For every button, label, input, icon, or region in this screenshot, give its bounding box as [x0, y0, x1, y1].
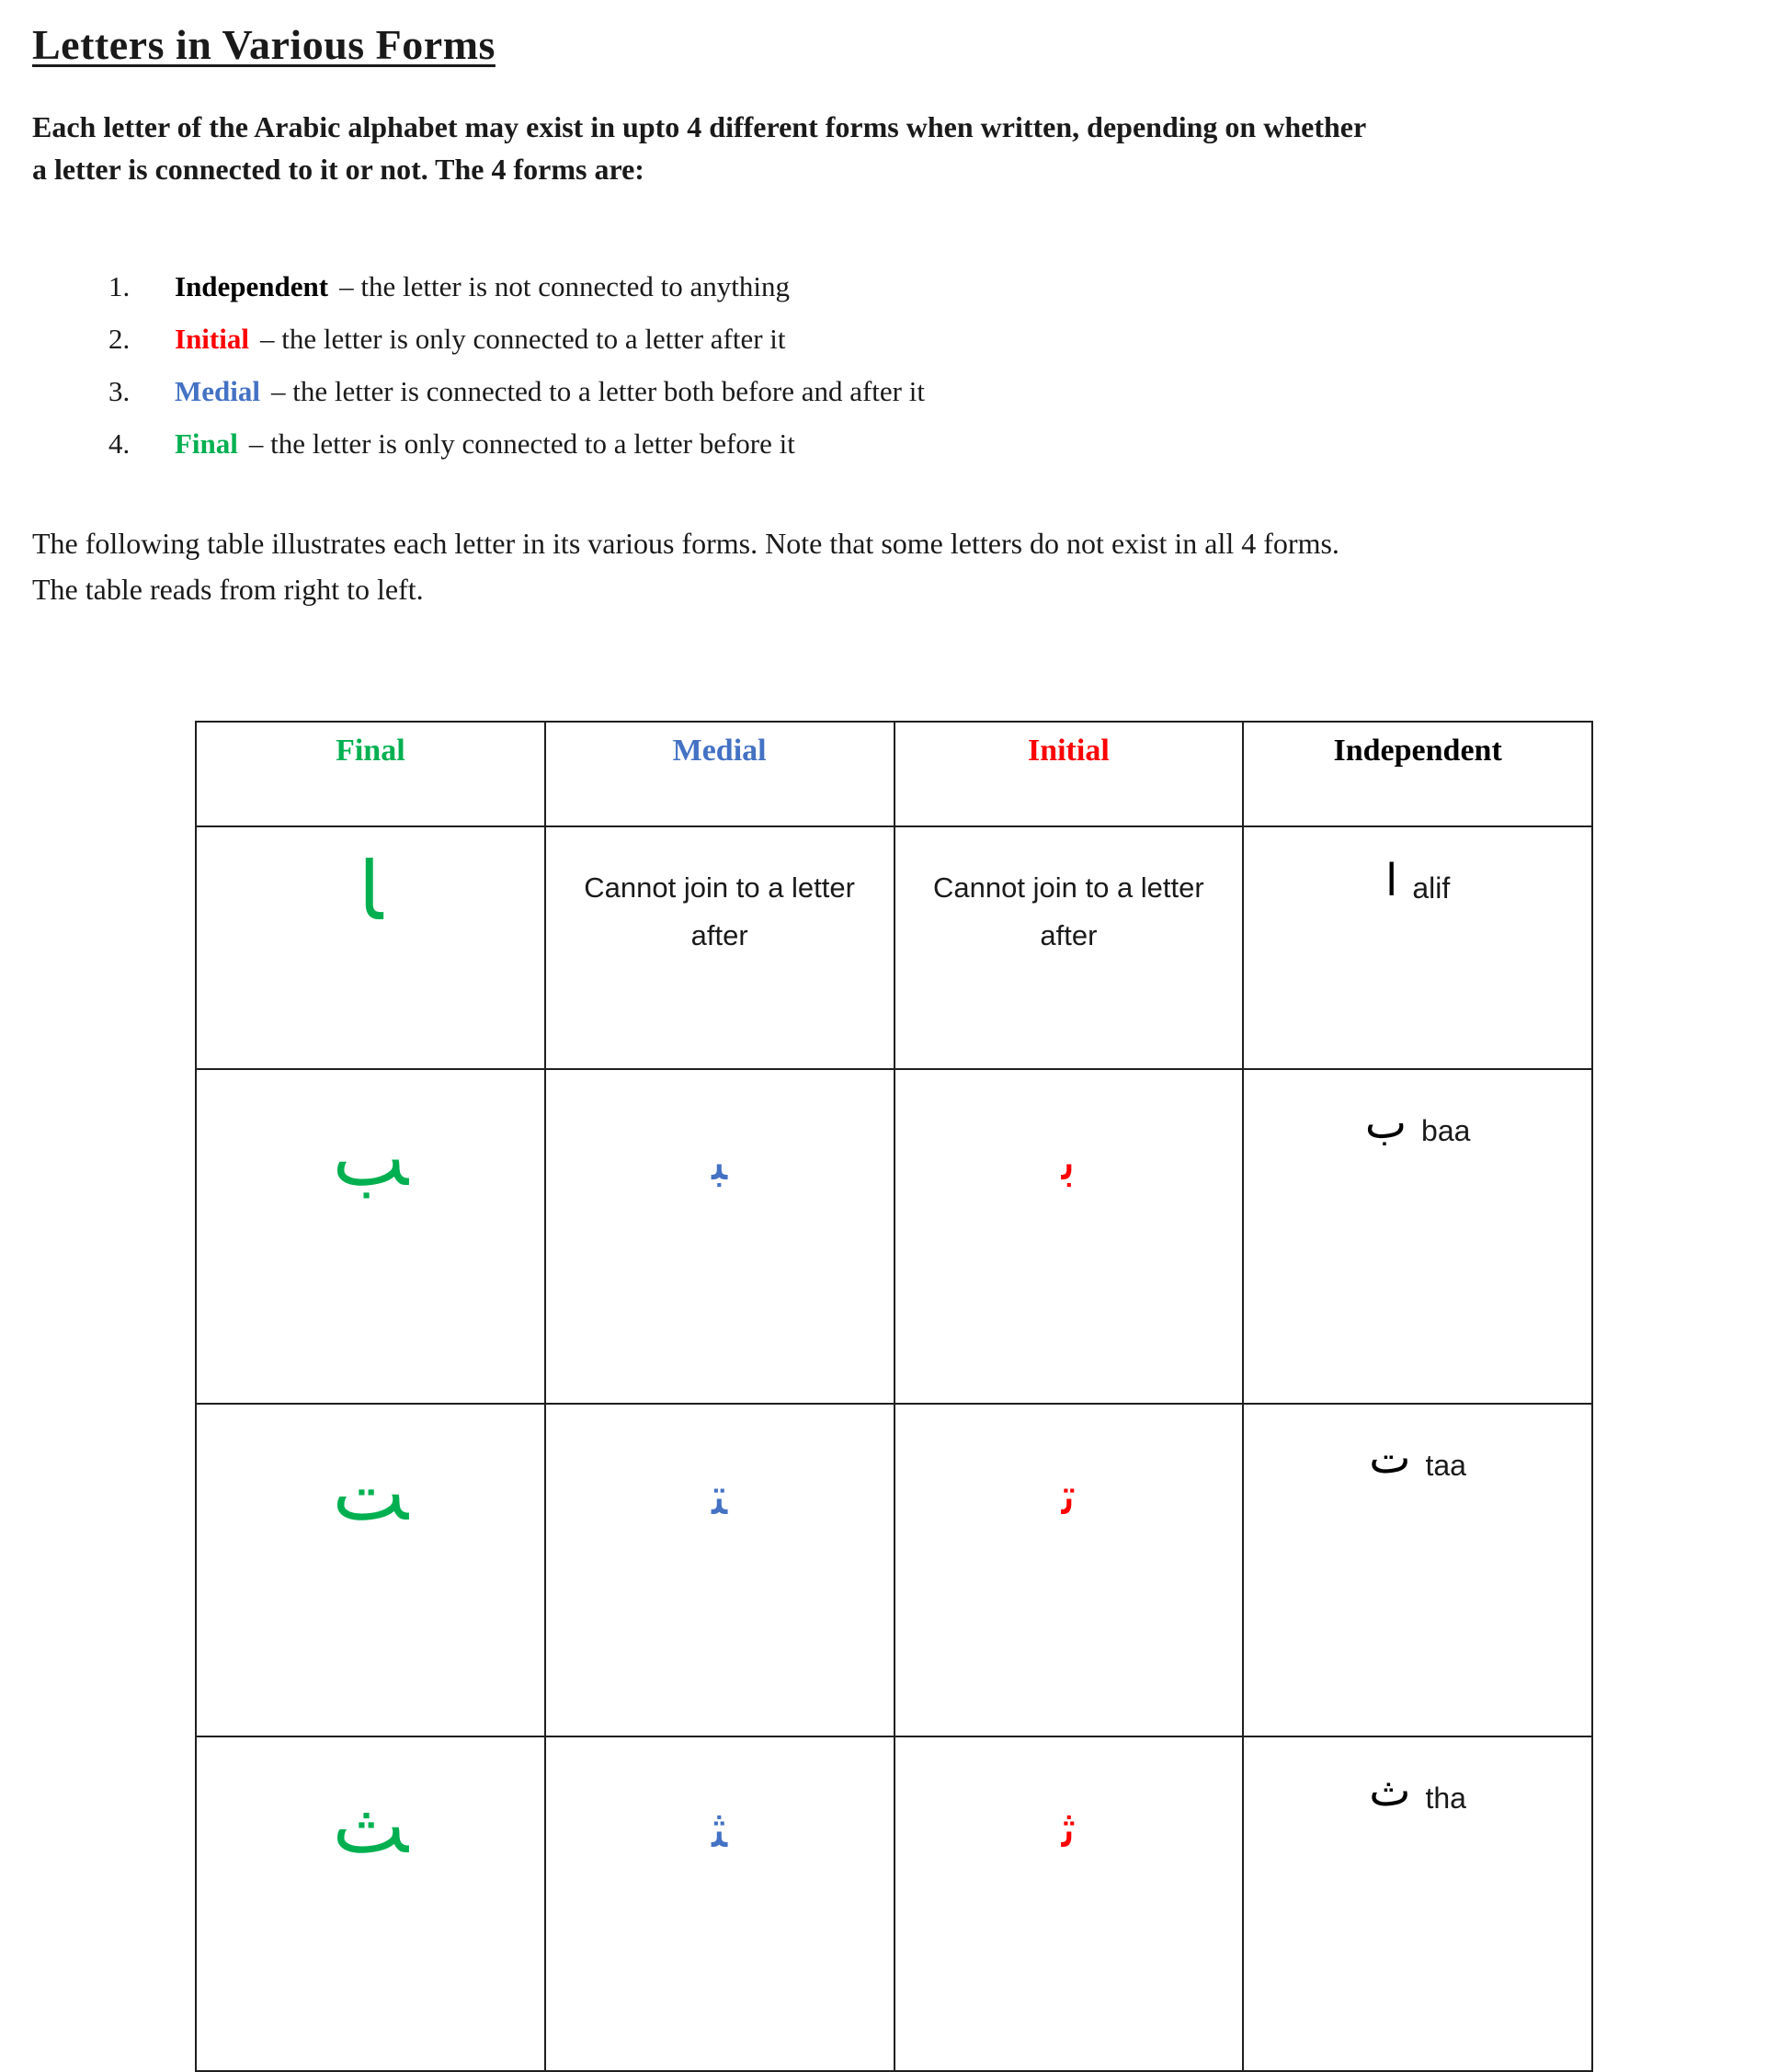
alif-name-label: alif [1412, 871, 1451, 905]
baa-medial-glyph: ﺒ [545, 1069, 894, 1404]
baa-independent-glyph: ب [1364, 1098, 1407, 1149]
taa-independent-cell [1243, 1404, 1592, 1736]
intro-paragraph: Each letter of the Arabic alphabet may exist in upto 4 different forms when written, depending on whether a letter is connected to it or not. The 4 forms are: [32, 110, 1366, 186]
term-description: – the letter is only connected to a letter after it [259, 323, 786, 355]
taa-medial-glyph: ﺘ [545, 1404, 894, 1736]
list-item-text [175, 417, 795, 470]
term-description: – the letter is connected to a letter both before and after it [271, 375, 925, 407]
list-item-text [175, 313, 786, 365]
alif-final-glyph: ﺎ [196, 826, 545, 1069]
term-description: – the letter is not connected to anything [339, 270, 790, 302]
list-number: 2. [108, 323, 131, 355]
list-number: 4. [108, 427, 131, 460]
term-description: – the letter is only connected to a letter before it [248, 427, 795, 460]
list-item-text [175, 260, 790, 313]
alif-medial-cell [545, 826, 894, 1069]
tha-medial-glyph: ﺜ [545, 1736, 894, 2071]
header-final: Final [196, 722, 545, 826]
list-item-independent [108, 260, 1789, 313]
term-final: Final [175, 427, 238, 460]
table-row-alif [196, 826, 1592, 1069]
alif-independent-cell [1243, 826, 1592, 1069]
header-medial: Medial [545, 722, 894, 826]
tha-final-glyph: ﺚ [196, 1736, 545, 2071]
list-item-initial [108, 313, 1789, 365]
forms-list [32, 260, 1789, 470]
taa-independent-glyph: ت [1369, 1432, 1411, 1484]
baa-final-glyph: ﺐ [196, 1069, 545, 1404]
taa-final-glyph: ﺖ [196, 1404, 545, 1736]
taa-name-label: taa [1425, 1448, 1466, 1482]
list-number: 1. [108, 270, 131, 302]
header-independent: Independent [1243, 722, 1592, 826]
taa-initial-glyph: ﺗ [894, 1404, 1244, 1736]
cannot-join-note: Cannot join to a letter after [933, 871, 1204, 951]
letter-forms-table [195, 721, 1593, 2072]
table-row-taa [196, 1404, 1592, 1736]
list-number: 3. [108, 375, 131, 407]
term-independent: Independent [175, 270, 329, 302]
list-item-text [175, 365, 925, 417]
list-item-final [108, 417, 1789, 470]
baa-independent-cell [1243, 1069, 1592, 1404]
list-item-medial [108, 365, 1789, 417]
table-row-baa [196, 1069, 1592, 1404]
tha-independent-glyph: ث [1369, 1765, 1411, 1816]
cannot-join-note: Cannot join to a letter after [584, 871, 855, 951]
alif-initial-cell [894, 826, 1244, 1069]
page-title: Letters in Various Forms [32, 21, 496, 68]
term-initial: Initial [175, 323, 249, 355]
tha-name-label: tha [1425, 1781, 1466, 1815]
baa-initial-glyph: ﺑ [894, 1069, 1244, 1404]
table-row-tha [196, 1736, 1592, 2071]
tha-initial-glyph: ﺛ [894, 1736, 1244, 2071]
baa-name-label: baa [1421, 1113, 1471, 1147]
table-header-row [196, 722, 1592, 826]
table-note-paragraph: The following table illustrates each letter in its various forms. Note that some letters do not exist in all 4 forms. The table reads from right to left. [32, 527, 1339, 606]
term-medial: Medial [175, 375, 260, 407]
tha-independent-cell [1243, 1736, 1592, 2071]
alif-independent-glyph: ا [1385, 855, 1398, 906]
header-initial: Initial [894, 722, 1244, 826]
